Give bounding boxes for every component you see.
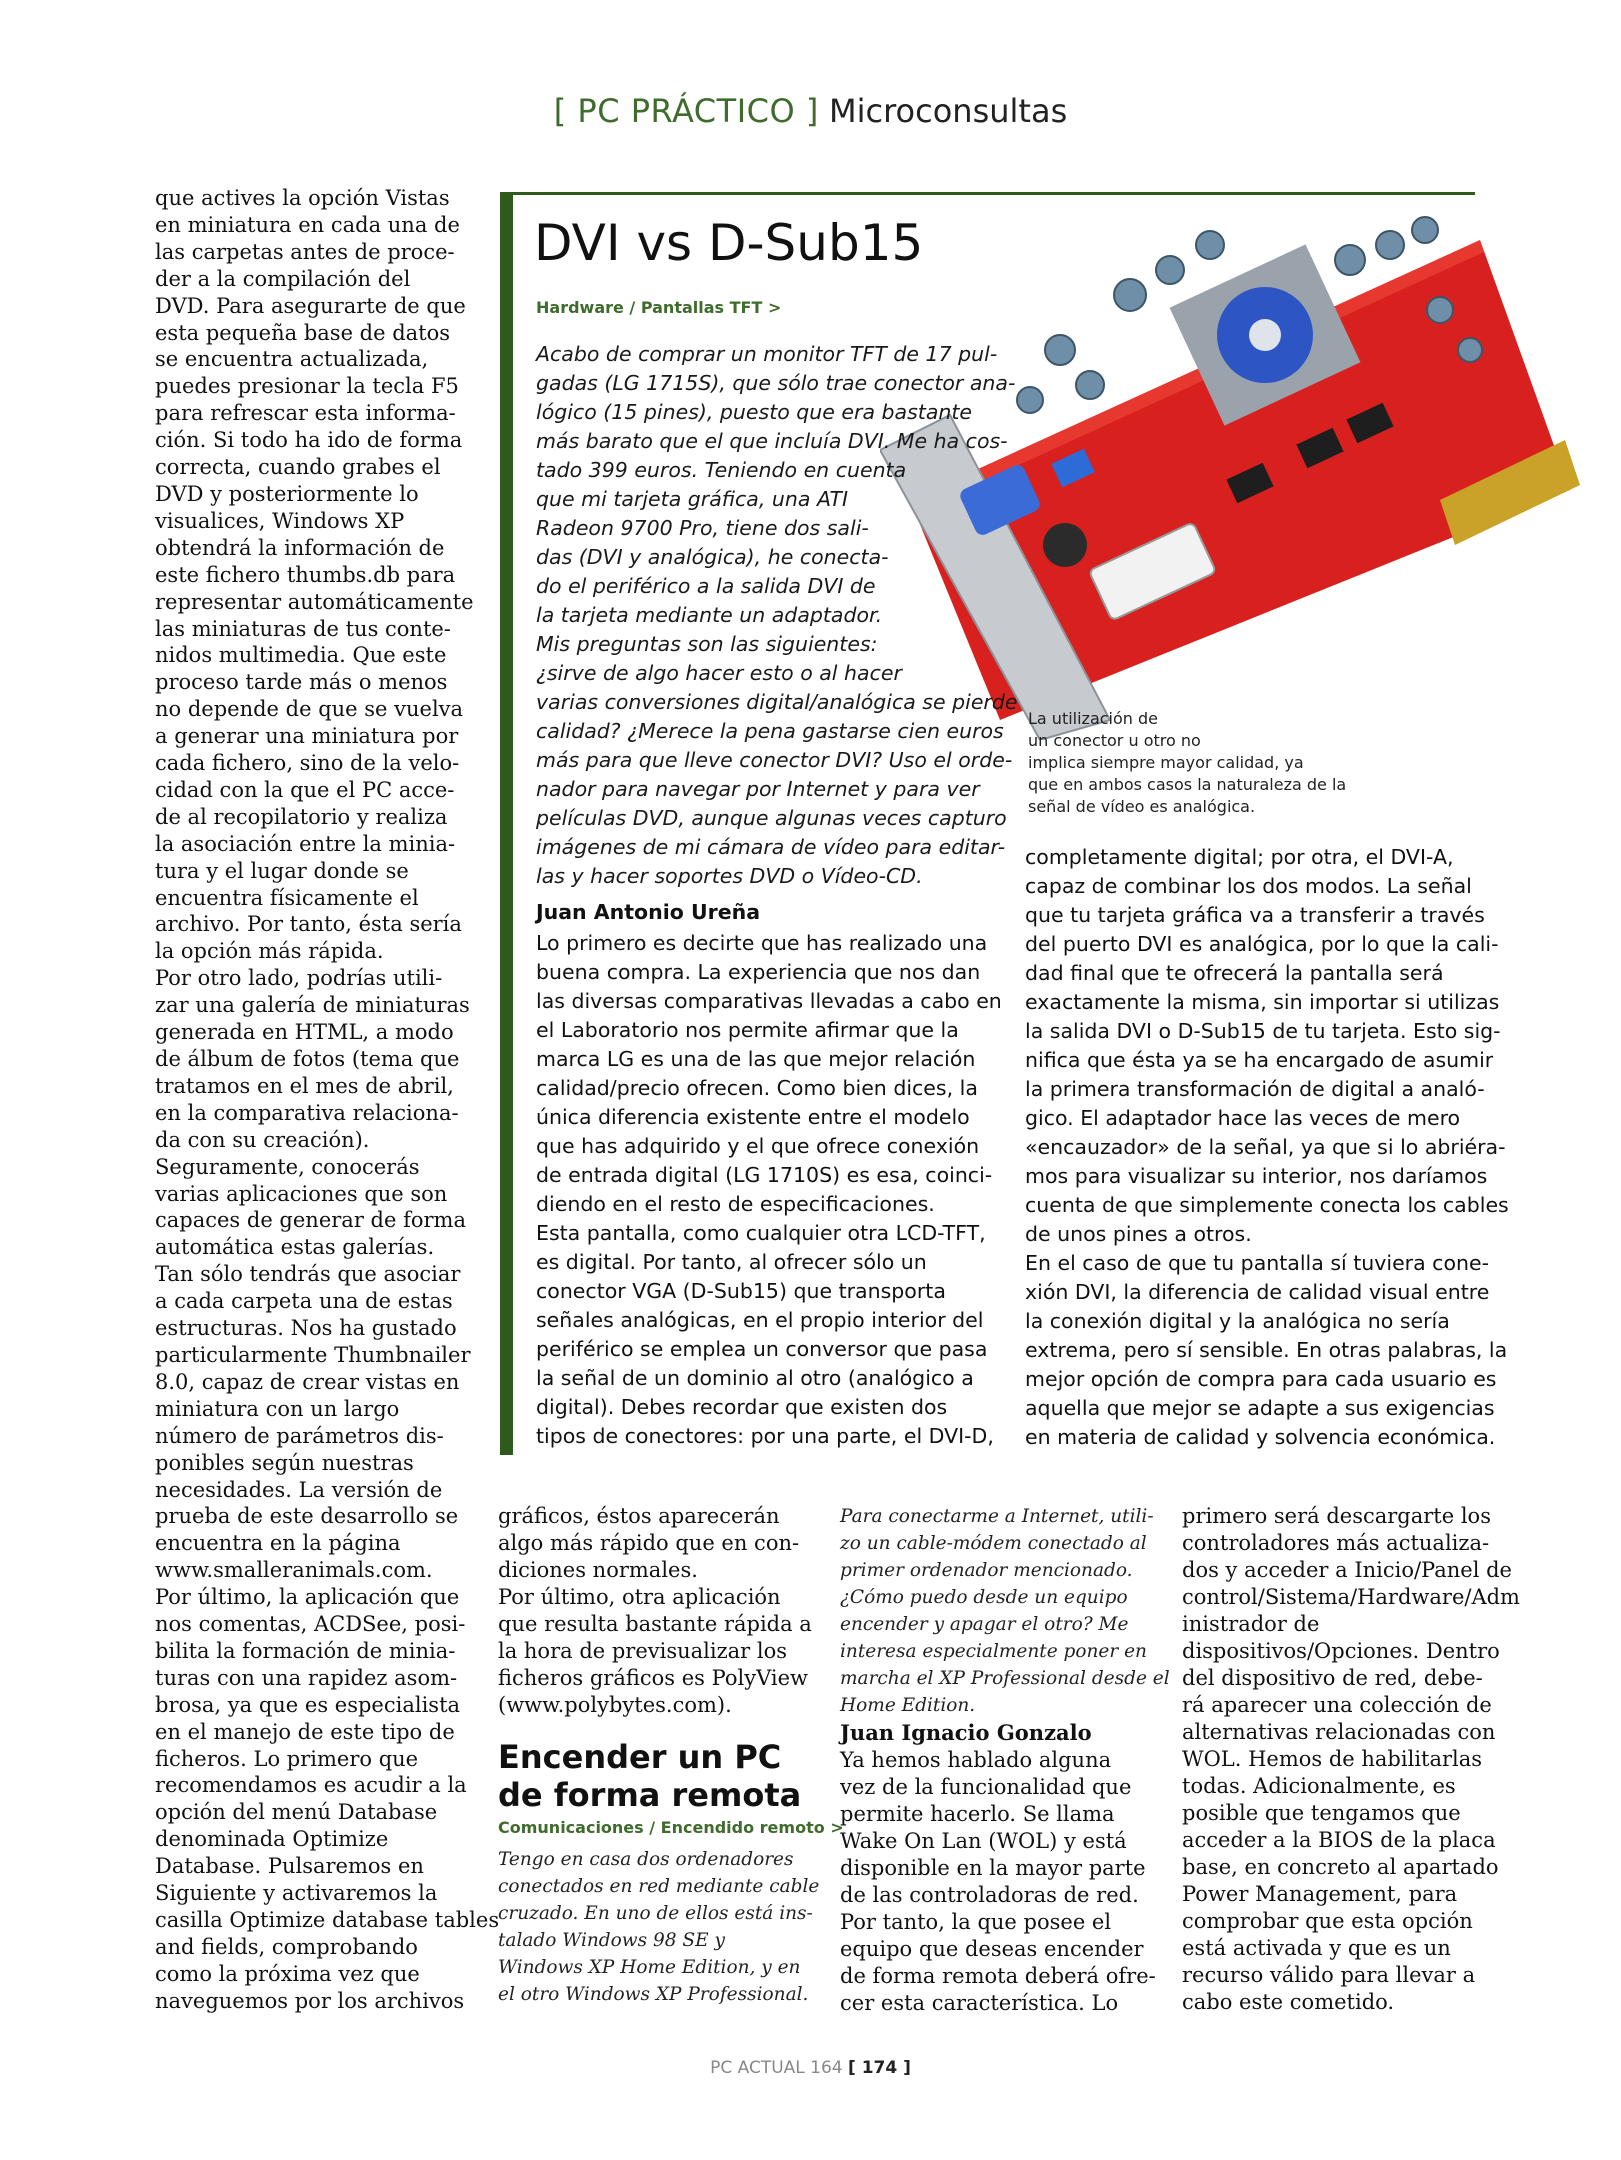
text-line: puedes presionar la tecla F5 bbox=[155, 374, 459, 399]
text-line: do el periférico a la salida DVI de bbox=[536, 574, 876, 598]
remote-pc-question bbox=[498, 1846, 819, 2008]
text-line: www.smalleranimals.com. bbox=[155, 1558, 433, 1583]
text-line: ¿sirve de algo hacer esto o al hacer bbox=[536, 661, 902, 685]
text-line: de entrada digital (LG 1710S) es esa, coinci- bbox=[536, 1163, 993, 1187]
text-line: rá aparecer una colección de bbox=[1182, 1693, 1492, 1717]
text-line: lógico (15 pines), puesto que era bastante bbox=[536, 400, 973, 424]
text-line: primer ordenador mencionado. bbox=[840, 1560, 1133, 1581]
text-line: a generar una miniatura por bbox=[155, 724, 459, 749]
left-column-text bbox=[155, 185, 500, 2015]
text-line: en la comparativa relaciona- bbox=[155, 1100, 459, 1125]
text-line: naveguemos por los archivos bbox=[155, 1988, 465, 2013]
text-line: capaces de generar de forma bbox=[155, 1208, 466, 1233]
text-line: las miniaturas de tus conte- bbox=[155, 616, 451, 641]
box-top-rule bbox=[500, 192, 1475, 195]
text-line: tura y el lugar donde se bbox=[155, 858, 409, 883]
text-line: turas con una rapidez asom- bbox=[155, 1665, 458, 1690]
text-line: ponibles según nuestras bbox=[155, 1450, 414, 1475]
subsection-label: Microconsultas bbox=[828, 92, 1068, 130]
text-line: del puerto DVI es analógica, por lo que la cali- bbox=[1025, 932, 1499, 956]
text-line: Radeon 9700 Pro, tiene dos sali- bbox=[536, 516, 869, 540]
text-line: marcha el XP Professional desde el bbox=[840, 1668, 1170, 1689]
text-line: primero será descargarte los bbox=[1182, 1504, 1491, 1528]
text-line: gadas (LG 1715S), que sólo trae conector ana- bbox=[536, 371, 1016, 395]
text-line: Windows XP Home Edition, y en bbox=[498, 1957, 801, 1978]
text-line: como la próxima vez que bbox=[155, 1961, 420, 1986]
text-line: Esta pantalla, como cualquier otra LCD-TFT, bbox=[536, 1221, 986, 1245]
text-line: cer esta característica. Lo bbox=[840, 1991, 1119, 2015]
text-line: mejor opción de compra para cada usuario es bbox=[1025, 1367, 1497, 1391]
text-line: Ya hemos hablado alguna bbox=[840, 1748, 1112, 1772]
text-line: implica siempre mayor calidad, ya bbox=[1028, 753, 1304, 772]
text-line: más barato que el que incluía DVI. Me ha cos- bbox=[536, 429, 1008, 453]
text-line: Home Edition. bbox=[840, 1695, 976, 1716]
text-line: La utilización de bbox=[1028, 709, 1159, 728]
text-line: diciones normales. bbox=[498, 1558, 698, 1582]
text-line: películas DVD, aunque algunas veces capturo bbox=[536, 806, 1007, 830]
page-header bbox=[0, 92, 1621, 130]
text-line: ficheros gráficos es PolyView bbox=[498, 1666, 809, 1690]
text-line: zo un cable-módem conectado al bbox=[840, 1533, 1147, 1554]
text-line: la conexión digital y la analógica no sería bbox=[1025, 1309, 1450, 1333]
text-line: ¿Cómo puedo desde un equipo bbox=[840, 1587, 1128, 1608]
text-line: Por último, otra aplicación bbox=[498, 1585, 781, 1609]
text-line: talado Windows 98 SE y bbox=[498, 1930, 725, 1951]
text-line: para refrescar esta informa- bbox=[155, 401, 456, 426]
article-title: DVI vs D-Sub15 bbox=[534, 214, 924, 272]
text-line: tipos de conectores: por una parte, el DVI-D, bbox=[536, 1424, 994, 1448]
text-line: dispositivos/Opciones. Dentro bbox=[1182, 1639, 1500, 1663]
text-line: generada en HTML, a modo bbox=[155, 1020, 454, 1045]
text-line: conector VGA (D-Sub15) que transporta bbox=[536, 1279, 946, 1303]
text-line: Tengo en casa dos ordenadores bbox=[498, 1849, 794, 1870]
text-line: tratamos en el mes de abril, bbox=[155, 1073, 454, 1098]
text-line: Database. Pulsaremos en bbox=[155, 1854, 424, 1879]
text-line: correcta, cuando grabes el bbox=[155, 455, 441, 480]
text-line: de álbum de fotos (tema que bbox=[155, 1047, 460, 1071]
text-line: Por último, la aplicación que bbox=[155, 1585, 460, 1610]
text-line: Tan sólo tendrás que asociar bbox=[155, 1262, 461, 1287]
text-line: la señal de un dominio al otro (analógico a bbox=[536, 1366, 974, 1390]
text-line: las diversas comparativas llevadas a cabo en bbox=[536, 989, 1002, 1013]
text-line: archivo. Por tanto, ésta sería bbox=[155, 912, 462, 937]
text-line: esta pequeña base de datos bbox=[155, 320, 451, 345]
text-line: ficheros. Lo primero que bbox=[155, 1746, 419, 1771]
text-line: la primera transformación de digital a analó- bbox=[1025, 1077, 1485, 1101]
text-line: Acabo de comprar un monitor TFT de 17 pul- bbox=[536, 342, 998, 366]
text-line: la opción más rápida. bbox=[155, 939, 384, 964]
text-line: estructuras. Nos ha gustado bbox=[155, 1316, 457, 1341]
text-line: la hora de previsualizar los bbox=[498, 1639, 788, 1663]
text-line: calidad/precio ofrecen. Como bien dices, la bbox=[536, 1076, 978, 1100]
text-line: de las controladoras de red. bbox=[840, 1883, 1139, 1907]
text-line: recurso válido para llevar a bbox=[1182, 1963, 1476, 1987]
text-line: prueba de este desarrollo se bbox=[155, 1504, 459, 1529]
text-line: Para conectarme a Internet, utili- bbox=[840, 1506, 1154, 1527]
text-line: digital). Debes recordar que existen dos bbox=[536, 1395, 948, 1419]
text-line: nos comentas, ACDSee, posi- bbox=[155, 1612, 466, 1637]
text-line: Seguramente, conocerás bbox=[155, 1154, 420, 1179]
text-line: conectados en red mediante cable bbox=[498, 1876, 820, 1897]
magazine-issue: PC ACTUAL 164 bbox=[710, 2058, 843, 2078]
text-line: nador para navegar por Internet y para ver bbox=[536, 777, 980, 801]
text-line: periférico se emplea un conversor que pasa bbox=[536, 1337, 988, 1361]
text-line: que mi tarjeta gráfica, una ATI bbox=[536, 487, 849, 511]
text-line: más para que lleve conector DVI? Uso el orde- bbox=[536, 748, 1013, 772]
text-line: está activada y que es un bbox=[1182, 1936, 1451, 1960]
page-footer bbox=[0, 2058, 1621, 2078]
section-title-remote-pc bbox=[498, 1738, 801, 1814]
text-line: capaz de combinar los dos modos. La señal bbox=[1025, 874, 1472, 898]
text-line: opción del menú Database bbox=[155, 1800, 438, 1825]
text-line: mos para visualizar su interior, nos daríamos bbox=[1025, 1164, 1488, 1188]
text-line: 8.0, capaz de crear vistas en bbox=[155, 1369, 460, 1394]
text-line: encuentra en la página bbox=[155, 1531, 401, 1556]
text-line: alternativas relacionadas con bbox=[1182, 1720, 1496, 1744]
text-line: que resulta bastante rápida a bbox=[498, 1612, 812, 1636]
text-line: este fichero thumbs.db para bbox=[155, 562, 456, 587]
text-line: dad final que te ofrecerá la pantalla será bbox=[1025, 961, 1444, 985]
text-line: que has adquirido y el que ofrece conexión bbox=[536, 1134, 980, 1158]
text-line: dos y acceder a Inicio/Panel de bbox=[1182, 1558, 1512, 1582]
article-kicker: Hardware / Pantallas TFT > bbox=[536, 298, 782, 317]
text-line: controladores más actualiza- bbox=[1182, 1531, 1490, 1555]
text-line: varias conversiones digital/analógica se pierde bbox=[536, 690, 1018, 714]
answer-right-column bbox=[1025, 843, 1509, 1452]
text-line: necesidades. La versión de bbox=[155, 1477, 443, 1502]
text-line: de al recopilatorio y realiza bbox=[155, 804, 448, 829]
text-line: el Laboratorio nos permite afirmar que la bbox=[536, 1018, 959, 1042]
text-line: buena compra. La experiencia que nos dan bbox=[536, 960, 981, 984]
text-line: vez de la funcionalidad que bbox=[840, 1775, 1132, 1799]
text-line: diendo en el resto de especificaciones. bbox=[536, 1192, 935, 1216]
text-line: interesa especialmente poner en bbox=[840, 1641, 1147, 1662]
text-line: imágenes de mi cámara de vídeo para editar- bbox=[536, 835, 1006, 859]
text-line: aquella que mejor se adapte a sus exigencias bbox=[1025, 1396, 1495, 1420]
text-line: inistrador de bbox=[1182, 1612, 1320, 1636]
text-line: en miniatura en cada una de bbox=[155, 212, 460, 237]
text-line: tado 399 euros. Teniendo en cuenta bbox=[536, 458, 907, 482]
text-line: en materia de calidad y solvencia económica. bbox=[1025, 1425, 1496, 1449]
text-line: (www.polybytes.com). bbox=[498, 1693, 732, 1717]
text-line: un conector u otro no bbox=[1028, 731, 1201, 750]
page-number: [ 174 ] bbox=[848, 2058, 911, 2078]
text-line: «encauzador» de la señal, ya que si lo abriéra- bbox=[1025, 1135, 1506, 1159]
text-line: Encender un PC bbox=[498, 1738, 782, 1776]
text-line: and fields, comprobando bbox=[155, 1934, 418, 1959]
text-line: encuentra físicamente el bbox=[155, 885, 419, 910]
text-line: gico. El adaptador hace las veces de mero bbox=[1025, 1106, 1461, 1130]
text-line: que en ambos casos la naturaleza de la bbox=[1028, 775, 1347, 794]
text-line: de unos pines a otros. bbox=[1025, 1222, 1252, 1246]
text-line: casilla Optimize database tables bbox=[155, 1908, 500, 1932]
text-line: control/Sistema/Hardware/Adm bbox=[1182, 1585, 1520, 1609]
text-line: xión DVI, la diferencia de calidad visual entre bbox=[1025, 1280, 1490, 1304]
remote-pc-answer bbox=[840, 1747, 1156, 2017]
text-line: Por otro lado, podrías utili- bbox=[155, 966, 443, 991]
text-line: marca LG es una de las que mejor relación bbox=[536, 1047, 976, 1071]
text-line: se encuentra actualizada, bbox=[155, 347, 429, 372]
text-line: de forma remota deberá ofre- bbox=[840, 1964, 1156, 1988]
box-left-bar bbox=[500, 192, 513, 1455]
text-line: comprobar que esta opción bbox=[1182, 1909, 1473, 1933]
text-line: der a la compilación del bbox=[155, 266, 411, 291]
text-line: DVD y posteriormente lo bbox=[155, 481, 419, 506]
text-line: gráficos, éstos aparecerán bbox=[498, 1504, 780, 1528]
text-line: es digital. Por tanto, al ofrecer sólo un bbox=[536, 1250, 927, 1274]
text-line: que actives la opción Vistas bbox=[155, 186, 450, 210]
text-line: acceder a la BIOS de la placa bbox=[1182, 1828, 1496, 1852]
text-line: das (DVI y analógica), he conecta- bbox=[536, 545, 889, 569]
text-line: el otro Windows XP Professional. bbox=[498, 1984, 809, 2005]
text-line: exactamente la misma, sin importar si utilizas bbox=[1025, 990, 1500, 1014]
text-line: las carpetas antes de proce- bbox=[155, 239, 455, 264]
remote-pc-question-cont bbox=[840, 1503, 1170, 1719]
text-line: representar automáticamente bbox=[155, 589, 474, 614]
text-line: WOL. Hemos de habilitarlas bbox=[1182, 1747, 1483, 1771]
question-author: Juan Antonio Ureña bbox=[536, 900, 761, 924]
section-label: [ PC PRÁCTICO ] bbox=[553, 92, 819, 130]
text-line: cuenta de que simplemente conecta los cables bbox=[1025, 1193, 1509, 1217]
text-line: obtendrá la información de bbox=[155, 535, 445, 560]
text-line: cabo este cometido. bbox=[1182, 1990, 1395, 2014]
text-line: permite hacerlo. Se llama bbox=[840, 1802, 1115, 1826]
text-line: DVD. Para asegurarte de que bbox=[155, 293, 466, 318]
text-line: miniatura con un largo bbox=[155, 1396, 400, 1421]
text-line: en el manejo de este tipo de bbox=[155, 1719, 455, 1744]
text-line: que tu tarjeta gráfica va a transferir a través bbox=[1025, 903, 1485, 927]
section-kicker: Comunicaciones / Encendido remoto > bbox=[498, 1818, 844, 1837]
text-line: bilita la formación de minia- bbox=[155, 1638, 456, 1663]
text-line: señal de vídeo es analógica. bbox=[1028, 797, 1256, 816]
text-line: proceso tarde más o menos bbox=[155, 670, 448, 695]
remote-pc-author: Juan Ignacio Gonzalo bbox=[840, 1720, 1092, 1745]
text-line: brosa, ya que es especialista bbox=[155, 1692, 461, 1717]
text-line: denominada Optimize bbox=[155, 1827, 389, 1852]
text-line: extrema, pero sí sensible. En otras palabras, la bbox=[1025, 1338, 1508, 1362]
svideo-port bbox=[1043, 523, 1087, 567]
text-line: completamente digital; por otra, el DVI-A, bbox=[1025, 845, 1454, 869]
text-line: posible que tengamos que bbox=[1182, 1801, 1461, 1825]
text-line: nifica que ésta ya se ha encargado de asumir bbox=[1025, 1048, 1494, 1072]
text-line: la salida DVI o D-Sub15 de tu tarjeta. Esto sig- bbox=[1025, 1019, 1501, 1043]
text-line: calidad? ¿Merece la pena gastarse cien euros bbox=[536, 719, 1004, 743]
text-line: de forma remota bbox=[498, 1776, 802, 1814]
text-line: nidos multimedia. Que este bbox=[155, 643, 447, 668]
text-line: particularmente Thumbnailer bbox=[155, 1342, 471, 1367]
text-line: encender y apagar el otro? Me bbox=[840, 1614, 1129, 1635]
text-line: automática estas galerías. bbox=[155, 1235, 435, 1260]
column2-text bbox=[498, 1503, 812, 1719]
text-line: las y hacer soportes DVD o Vídeo-CD. bbox=[536, 864, 923, 888]
text-line: equipo que deseas encender bbox=[840, 1937, 1144, 1961]
image-caption bbox=[1028, 708, 1346, 818]
text-line: cruzado. En uno de ellos está ins- bbox=[498, 1903, 813, 1924]
text-line: cidad con la que el PC acce- bbox=[155, 777, 455, 802]
text-line: varias aplicaciones que son bbox=[155, 1181, 448, 1206]
text-line: no depende de que se vuelva bbox=[155, 697, 464, 722]
text-line: la tarjeta mediante un adaptador. bbox=[536, 603, 883, 627]
text-line: Lo primero es decirte que has realizado una bbox=[536, 931, 988, 955]
text-line: la asociación entre la minia- bbox=[155, 831, 456, 856]
text-line: recomendamos es acudir a la bbox=[155, 1773, 467, 1798]
text-line: señales analógicas, en el propio interior del bbox=[536, 1308, 984, 1332]
text-line: todas. Adicionalmente, es bbox=[1182, 1774, 1456, 1798]
text-line: Power Management, para bbox=[1182, 1882, 1458, 1906]
text-line: ción. Si todo ha ido de forma bbox=[155, 428, 463, 453]
text-line: visualices, Windows XP bbox=[155, 508, 405, 533]
text-line: da con su creación). bbox=[155, 1127, 370, 1152]
text-line: única diferencia existente entre el modelo bbox=[536, 1105, 970, 1129]
text-line: base, en concreto al apartado bbox=[1182, 1855, 1499, 1879]
text-line: cada fichero, sino de la velo- bbox=[155, 751, 460, 776]
text-line: número de parámetros dis- bbox=[155, 1423, 444, 1448]
text-line: Mis preguntas son las siguientes: bbox=[536, 632, 878, 656]
text-line: En el caso de que tu pantalla sí tuviera cone- bbox=[1025, 1251, 1490, 1275]
text-line: zar una galería de miniaturas bbox=[155, 993, 470, 1018]
text-line: a cada carpeta una de estas bbox=[155, 1289, 453, 1314]
text-line: Siguiente y activaremos la bbox=[155, 1881, 438, 1906]
text-line: algo más rápido que en con- bbox=[498, 1531, 800, 1555]
text-line: Wake On Lan (WOL) y está bbox=[840, 1829, 1127, 1853]
reader-question bbox=[536, 340, 1018, 891]
text-line: Por tanto, la que posee el bbox=[840, 1910, 1112, 1934]
answer-left-column bbox=[536, 929, 1002, 1451]
remote-pc-answer-cont bbox=[1182, 1503, 1520, 2016]
text-line: del dispositivo de red, debe- bbox=[1182, 1666, 1483, 1690]
text-line: disponible en la mayor parte bbox=[840, 1856, 1146, 1880]
